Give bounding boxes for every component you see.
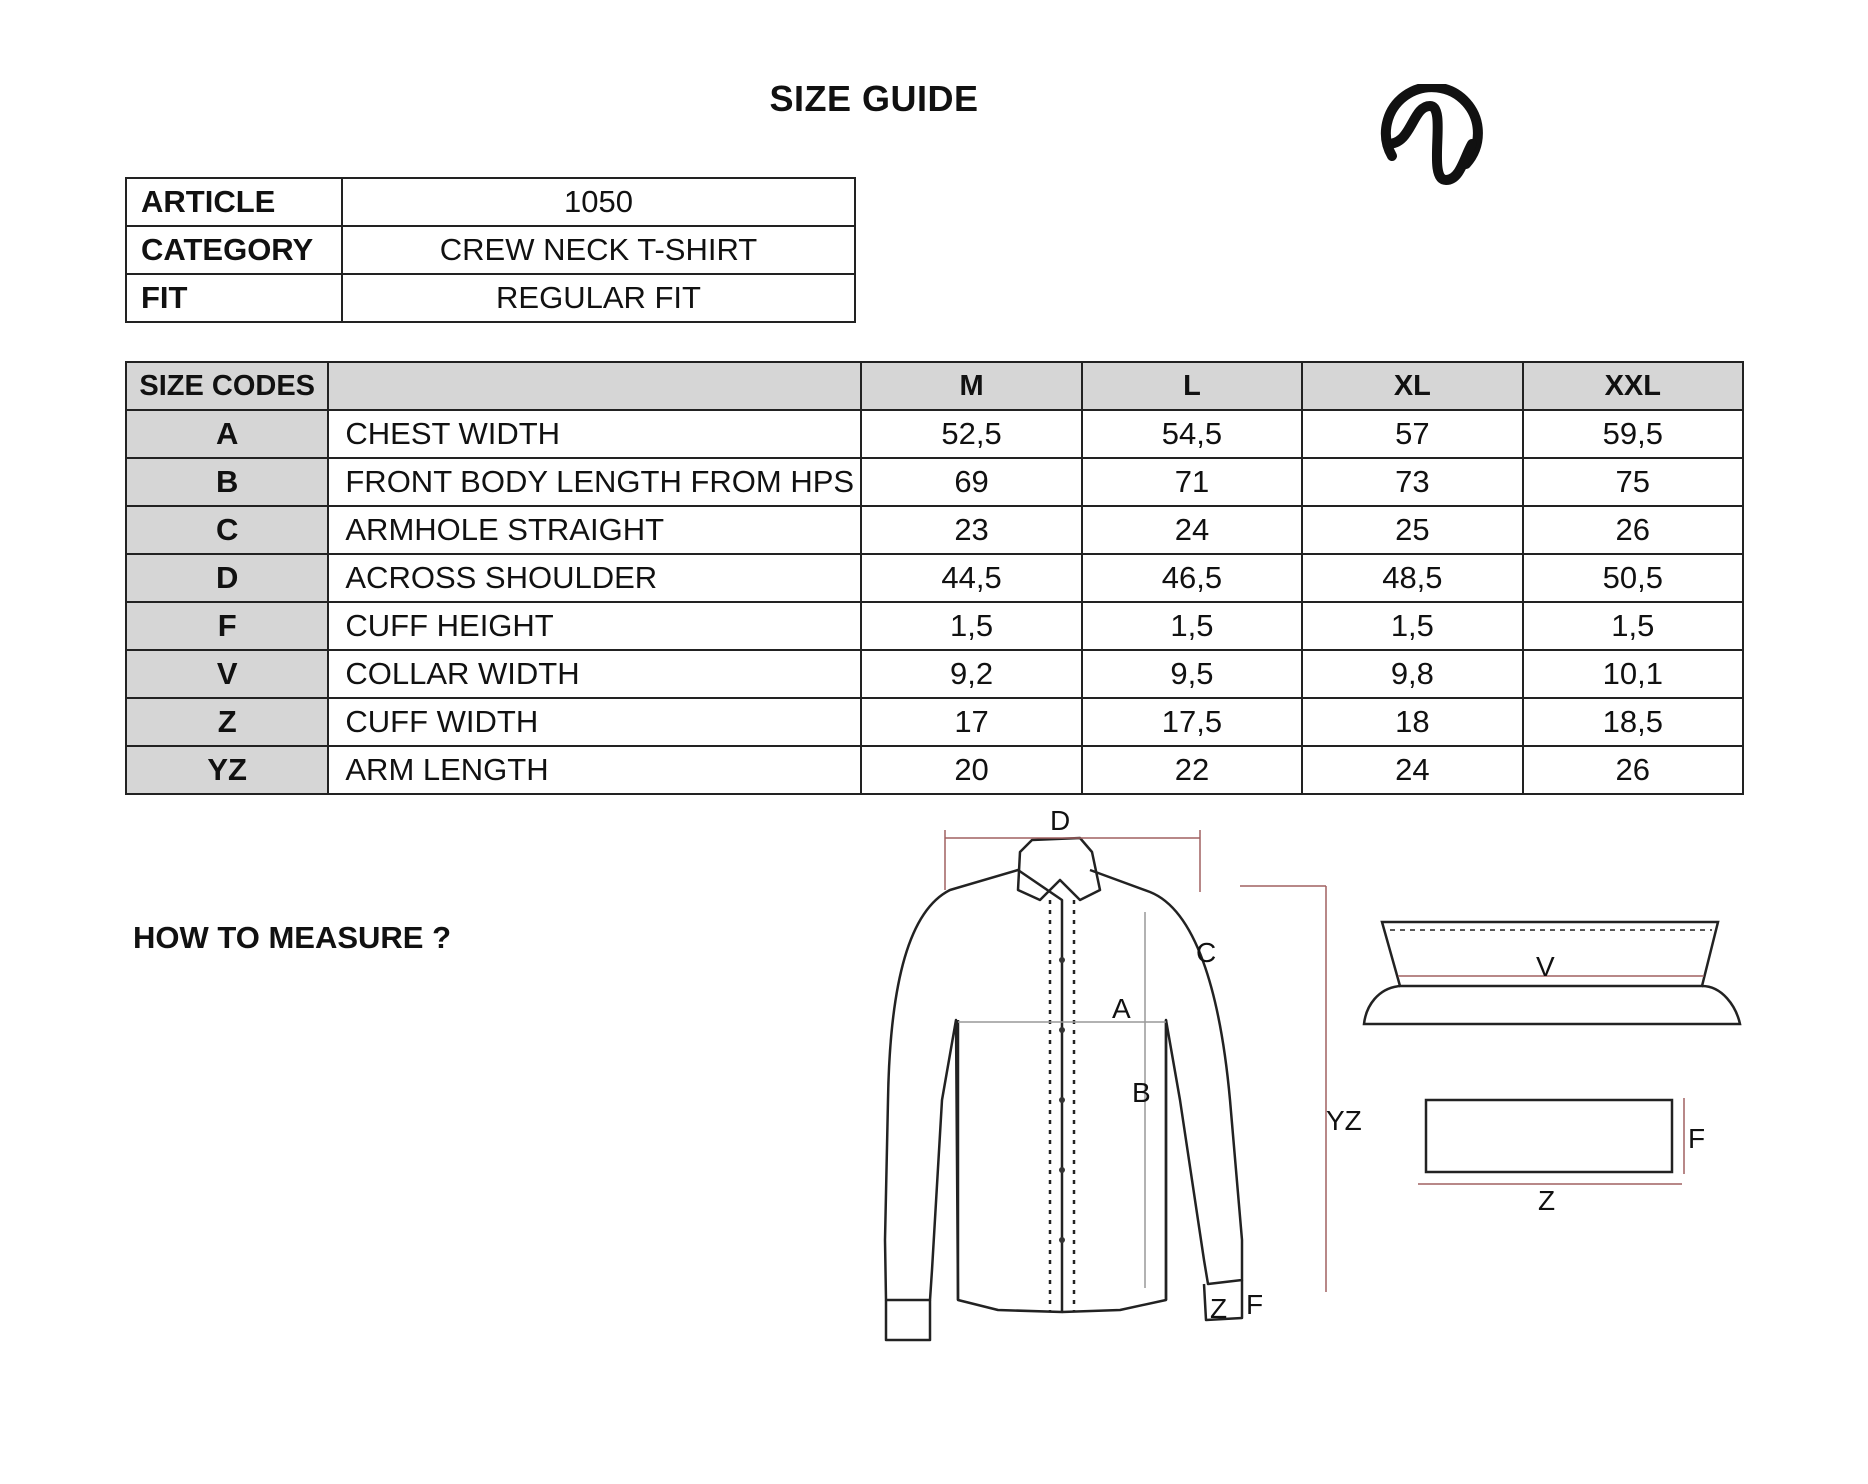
- info-value: 1050: [342, 178, 855, 226]
- size-value: 52,5: [861, 410, 1081, 458]
- size-value: 46,5: [1082, 554, 1302, 602]
- size-row: [126, 698, 1743, 746]
- shirt-outline: [885, 838, 1242, 1340]
- info-row: [126, 226, 855, 274]
- label-c: C: [1196, 937, 1217, 968]
- label-v: V: [1536, 951, 1555, 982]
- size-value: 22: [1082, 746, 1302, 794]
- label-d: D: [1050, 805, 1071, 836]
- size-value: 10,1: [1523, 650, 1743, 698]
- cuff-label-z: Z: [1538, 1185, 1556, 1216]
- size-value: 75: [1523, 458, 1743, 506]
- size-value: 24: [1302, 746, 1522, 794]
- size-value: 59,5: [1523, 410, 1743, 458]
- size-code: YZ: [126, 746, 328, 794]
- size-header-m: M: [861, 362, 1081, 410]
- size-row: [126, 554, 1743, 602]
- info-label: FIT: [126, 274, 342, 322]
- size-value: 69: [861, 458, 1081, 506]
- measurement-description: COLLAR WIDTH: [328, 650, 861, 698]
- size-codes-header: SIZE CODES: [126, 362, 328, 410]
- size-code: A: [126, 410, 328, 458]
- description-header: [328, 362, 861, 410]
- size-row: [126, 602, 1743, 650]
- size-code: B: [126, 458, 328, 506]
- size-row: [126, 458, 1743, 506]
- size-value: 18: [1302, 698, 1522, 746]
- size-header-xxl: XXL: [1523, 362, 1743, 410]
- label-yz: YZ: [1326, 1105, 1362, 1136]
- info-row: [126, 178, 855, 226]
- size-value: 17: [861, 698, 1081, 746]
- measurement-description: ARMHOLE STRAIGHT: [328, 506, 861, 554]
- size-chart-table: [125, 361, 1744, 795]
- wave-logo-icon: [1372, 84, 1488, 200]
- size-header-l: L: [1082, 362, 1302, 410]
- label-z: Z: [1210, 1293, 1228, 1324]
- size-value: 26: [1523, 506, 1743, 554]
- info-label: ARTICLE: [126, 178, 342, 226]
- size-row: [126, 410, 1743, 458]
- size-code: C: [126, 506, 328, 554]
- size-value: 9,5: [1082, 650, 1302, 698]
- size-value: 25: [1302, 506, 1522, 554]
- measurement-description: ARM LENGTH: [328, 746, 861, 794]
- size-value: 50,5: [1523, 554, 1743, 602]
- size-table-header: [126, 362, 1743, 410]
- size-row: [126, 506, 1743, 554]
- size-value: 26: [1523, 746, 1743, 794]
- size-value: 9,2: [861, 650, 1081, 698]
- info-row: [126, 274, 855, 322]
- size-value: 9,8: [1302, 650, 1522, 698]
- cuff-label-f: F: [1688, 1123, 1706, 1154]
- size-value: 1,5: [1523, 602, 1743, 650]
- measurement-description: CHEST WIDTH: [328, 410, 861, 458]
- size-value: 44,5: [861, 554, 1081, 602]
- info-label: CATEGORY: [126, 226, 342, 274]
- measurement-lines: [945, 830, 1326, 1292]
- size-value: 54,5: [1082, 410, 1302, 458]
- size-value: 20: [861, 746, 1081, 794]
- size-value: 1,5: [861, 602, 1081, 650]
- size-value: 73: [1302, 458, 1522, 506]
- info-value: REGULAR FIT: [342, 274, 855, 322]
- size-value: 1,5: [1302, 602, 1522, 650]
- size-value: 71: [1082, 458, 1302, 506]
- size-code: F: [126, 602, 328, 650]
- size-value: 24: [1082, 506, 1302, 554]
- how-to-measure-heading: HOW TO MEASURE ?: [133, 920, 452, 955]
- measurement-description: FRONT BODY LENGTH FROM HPS: [328, 458, 861, 506]
- measurement-description: ACROSS SHOULDER: [328, 554, 861, 602]
- size-value: 23: [861, 506, 1081, 554]
- page-title: SIZE GUIDE: [769, 78, 979, 119]
- shirt-measurement-diagram: [850, 800, 1750, 1360]
- info-value: CREW NECK T-SHIRT: [342, 226, 855, 274]
- size-code: V: [126, 650, 328, 698]
- size-row: [126, 746, 1743, 794]
- measurement-description: CUFF WIDTH: [328, 698, 861, 746]
- label-b: B: [1132, 1077, 1151, 1108]
- size-header-xl: XL: [1302, 362, 1522, 410]
- size-value: 57: [1302, 410, 1522, 458]
- label-f: F: [1246, 1289, 1264, 1320]
- size-code: Z: [126, 698, 328, 746]
- size-code: D: [126, 554, 328, 602]
- size-row: [126, 650, 1743, 698]
- size-value: 1,5: [1082, 602, 1302, 650]
- size-value: 18,5: [1523, 698, 1743, 746]
- label-a: A: [1112, 993, 1131, 1024]
- size-value: 17,5: [1082, 698, 1302, 746]
- size-value: 48,5: [1302, 554, 1522, 602]
- article-info-table: [125, 177, 856, 323]
- cuff-piece: [1418, 1098, 1684, 1184]
- measurement-description: CUFF HEIGHT: [328, 602, 861, 650]
